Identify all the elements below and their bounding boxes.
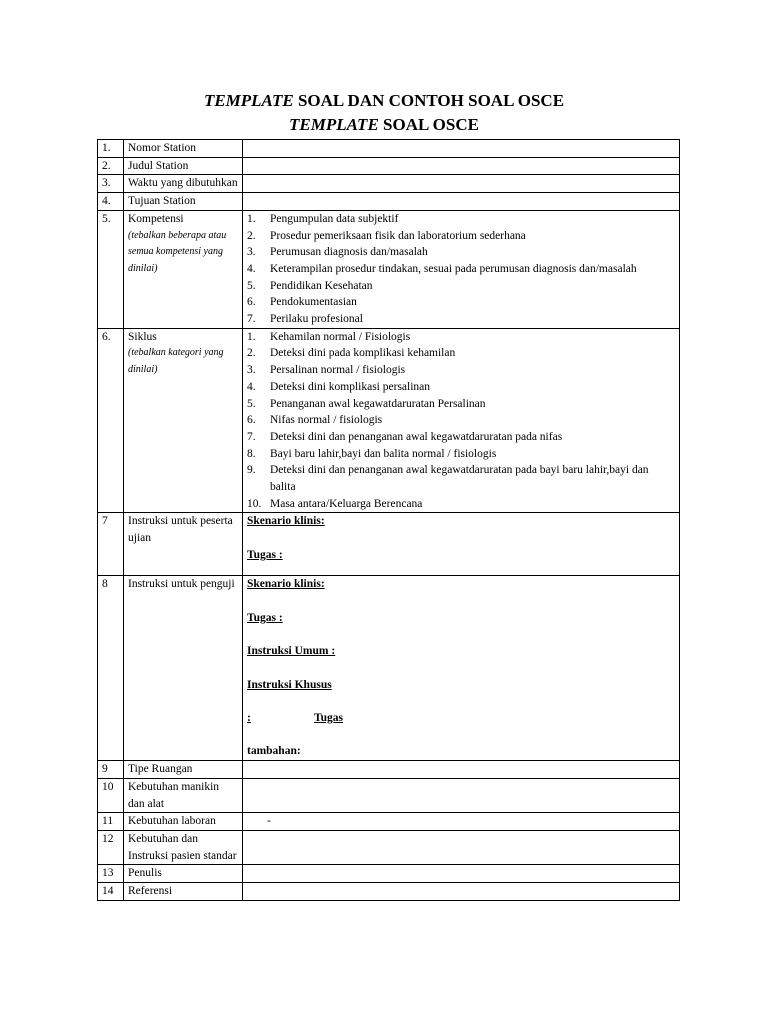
kompetensi-list — [247, 211, 675, 328]
table-row — [98, 328, 680, 513]
list-item[interactable]: 9. Deteksi dini dan penanganan awal kegawatdaruratan pada bayi baru lahir,bayi dan balita — [247, 464, 649, 494]
table-row — [98, 513, 680, 576]
list-item[interactable]: 8. Bayi baru lahir,bayi dan balita normal / fisiologis — [247, 447, 497, 460]
list-item[interactable]: 10. Masa antara/Keluarga Berencana — [247, 497, 423, 510]
instruksi-khusus-heading: Instruksi Khusus — [247, 678, 332, 691]
list-item[interactable]: 2. Prosedur pemeriksaan fisik dan laboratorium sederhana — [247, 229, 526, 242]
table-row — [98, 830, 680, 864]
row-content-kebutuhan-manikin[interactable] — [243, 778, 680, 812]
row-content-tujuan-station[interactable] — [243, 193, 680, 211]
row-label: Referensi — [124, 883, 243, 901]
row-number: 3. — [98, 175, 124, 193]
list-item[interactable]: 7. Perilaku profesional — [247, 313, 363, 326]
row-number: 8 — [98, 576, 124, 761]
row-number: 5. — [98, 210, 124, 328]
table-row — [98, 761, 680, 779]
list-item[interactable]: 3. Perumusan diagnosis dan/masalah — [247, 246, 428, 259]
row-content-instruksi-peserta[interactable] — [243, 513, 680, 576]
row-number: 6. — [98, 328, 124, 513]
row-label: Instruksi untuk peserta ujian — [124, 513, 243, 576]
row-label: Nomor Station — [124, 140, 243, 158]
row-label: Tujuan Station — [124, 193, 243, 211]
row-number: 1. — [98, 140, 124, 158]
tugas-tambahan-line — [247, 710, 343, 727]
skenario-heading: Skenario klinis: — [247, 515, 325, 528]
title-text: SOAL DAN CONTOH SOAL OSCE — [293, 91, 565, 110]
document-subtitle — [0, 115, 768, 135]
list-item[interactable]: 6. Pendokumentasian — [247, 296, 357, 309]
instruksi-umum-heading: Instruksi Umum : — [247, 645, 336, 658]
table-row — [98, 813, 680, 831]
row-number: 11 — [98, 813, 124, 831]
table-row — [98, 778, 680, 812]
row-content-waktu[interactable] — [243, 175, 680, 193]
document-title — [0, 91, 768, 111]
row-number: 9 — [98, 761, 124, 779]
list-item[interactable]: 2. Deteksi dini pada komplikasi kehamilan — [247, 347, 456, 360]
label-note: (tebalkan kategori yang dinilai) — [128, 347, 224, 376]
row-label: Kebutuhan dan Instruksi pasien standar — [124, 830, 243, 864]
table-row — [98, 175, 680, 193]
list-item[interactable]: 6. Nifas normal / fisiologis — [247, 414, 383, 427]
list-item[interactable]: 4. Deteksi dini komplikasi persalinan — [247, 380, 431, 393]
row-content-nomor-station[interactable] — [243, 140, 680, 158]
label-text: Kompetensi — [128, 212, 184, 225]
row-label — [124, 210, 243, 328]
row-content-siklus — [243, 328, 680, 513]
row-number: 2. — [98, 157, 124, 175]
row-number: 13 — [98, 865, 124, 883]
tugas-heading: Tugas : — [247, 611, 283, 624]
dash-text: - — [267, 815, 271, 828]
row-number: 7 — [98, 513, 124, 576]
row-label: Kebutuhan manikin dan alat — [124, 778, 243, 812]
list-item[interactable]: 5. Penanganan awal kegawatdaruratan Persalinan — [247, 397, 486, 410]
table-row — [98, 576, 680, 761]
tugas-heading: Tugas : — [247, 548, 283, 561]
table-row — [98, 883, 680, 901]
tugas-tambahan-heading: Tugas — [314, 712, 343, 725]
row-content-pasien-standar[interactable] — [243, 830, 680, 864]
list-item[interactable]: 7. Deteksi dini dan penanganan awal kegawatdaruratan pada nifas — [247, 430, 563, 443]
list-item[interactable]: 3. Persalinan normal / fisiologis — [247, 364, 406, 377]
siklus-list — [247, 329, 675, 513]
row-number: 10 — [98, 778, 124, 812]
row-number: 4. — [98, 193, 124, 211]
row-content-judul-station[interactable] — [243, 157, 680, 175]
row-content-kompetensi — [243, 210, 680, 328]
list-item[interactable]: 1. Pengumpulan data subjektif — [247, 212, 399, 225]
skenario-heading: Skenario klinis: — [247, 578, 325, 591]
table-row — [98, 865, 680, 883]
subtitle-text: SOAL OSCE — [378, 115, 479, 134]
table-row — [98, 157, 680, 175]
row-content-instruksi-penguji[interactable] — [243, 576, 680, 761]
table-row — [98, 140, 680, 158]
list-item[interactable]: 1. Kehamilan normal / Fisiologis — [247, 330, 411, 343]
table-row — [98, 210, 680, 328]
row-label: Penulis — [124, 865, 243, 883]
title-italic-word: TEMPLATE — [203, 91, 294, 110]
table-row — [98, 193, 680, 211]
label-note: (tebalkan beberapa atau semua kompetensi yang dinilai) — [128, 229, 227, 274]
colon-text: : — [247, 712, 251, 725]
osce-template-table — [97, 139, 680, 901]
row-content-referensi[interactable] — [243, 883, 680, 901]
row-number: 14 — [98, 883, 124, 901]
list-item[interactable]: 4. Keterampilan prosedur tindakan, sesuai pada perumusan diagnosis dan/masalah — [247, 262, 637, 275]
row-label: Kebutuhan laboran — [124, 813, 243, 831]
list-item[interactable]: 5. Pendidikan Kesehatan — [247, 279, 373, 292]
subtitle-italic-word: TEMPLATE — [289, 115, 379, 134]
row-content-tipe-ruangan[interactable] — [243, 761, 680, 779]
label-text: Siklus — [128, 330, 157, 343]
row-label — [124, 328, 243, 513]
row-content-penulis[interactable] — [243, 865, 680, 883]
row-content-kebutuhan-laboran[interactable] — [243, 813, 680, 831]
row-label: Tipe Ruangan — [124, 761, 243, 779]
row-label: Instruksi untuk penguji — [124, 576, 243, 761]
row-number: 12 — [98, 830, 124, 864]
row-label: Judul Station — [124, 157, 243, 175]
row-label: Waktu yang dibutuhkan — [124, 175, 243, 193]
tambahan-text: tambahan: — [247, 745, 301, 758]
